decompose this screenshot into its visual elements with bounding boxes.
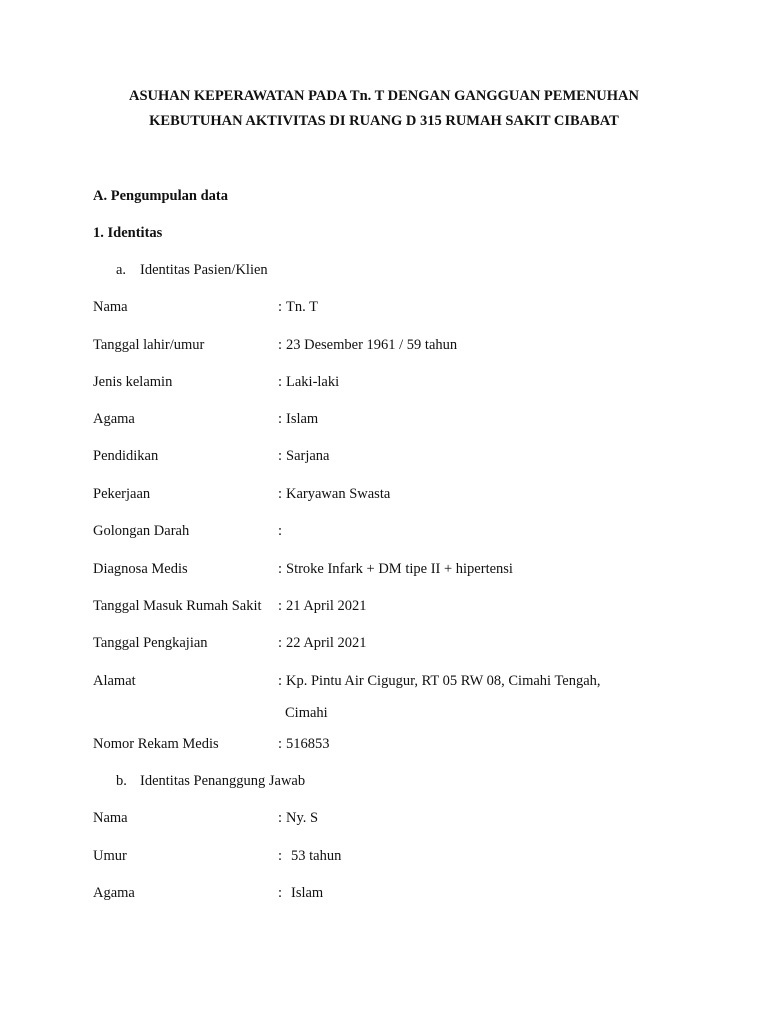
field-label: Pendidikan [93, 448, 159, 464]
section-heading-1: 1. Identitas [93, 225, 163, 241]
field-value: Karyawan Swasta [286, 486, 391, 502]
field-colon: : [278, 810, 283, 826]
field-value: Sarjana [286, 448, 330, 464]
field-value: 23 Desember 1961 / 59 tahun [286, 337, 458, 353]
list-marker: b. [116, 773, 127, 789]
field-label: Umur [93, 848, 127, 864]
field-value: 516853 [286, 736, 330, 752]
field-label: Golongan Darah [93, 523, 190, 539]
field-label: Tanggal Masuk Rumah Sakit [93, 598, 262, 614]
field-label: Nama [93, 299, 128, 315]
field-colon: : [278, 561, 283, 577]
list-marker: a. [116, 262, 127, 278]
document-title-line-1: ASUHAN KEPERAWATAN PADA Tn. T DENGAN GANGGUAN PEMENUHAN [129, 88, 639, 104]
field-label: Nomor Rekam Medis [93, 736, 219, 752]
field-label: Tanggal lahir/umur [93, 337, 205, 353]
field-colon: : [278, 598, 283, 614]
field-value: Ny. S [286, 810, 319, 826]
field-value: Laki-laki [286, 374, 340, 390]
field-colon: : [278, 486, 283, 502]
field-label: Agama [93, 885, 135, 901]
field-value: Kp. Pintu Air Cigugur, RT 05 RW 08, Cimahi Tengah, [286, 673, 601, 689]
field-value: 21 April 2021 [286, 598, 367, 614]
field-label: Tanggal Pengkajian [93, 635, 208, 651]
field-colon: : [278, 337, 283, 353]
field-colon: : [278, 673, 283, 689]
field-value: 22 April 2021 [286, 635, 367, 651]
field-value: Islam [291, 885, 324, 901]
field-colon: : [278, 523, 283, 539]
subsection-responsible-identity [116, 773, 305, 790]
field-colon: : [278, 448, 283, 464]
field-value: 53 tahun [291, 848, 342, 864]
field-colon: : [278, 885, 290, 901]
field-colon: : [278, 411, 283, 427]
field-colon: : [278, 635, 283, 651]
field-value: Islam [286, 411, 319, 427]
subsection-title: Identitas Penanggung Jawab [140, 773, 306, 789]
field-label: Agama [93, 411, 135, 427]
section-heading-a: A. Pengumpulan data [93, 188, 228, 204]
field-label: Diagnosa Medis [93, 561, 188, 577]
field-colon: : [278, 374, 283, 390]
subsection-title: Identitas Pasien/Klien [140, 262, 268, 278]
field-colon: : [278, 299, 283, 315]
field-colon: : [278, 736, 283, 752]
document-title-line-2: KEBUTUHAN AKTIVITAS DI RUANG D 315 RUMAH SAKIT CIBABAT [149, 113, 619, 129]
field-label: Jenis kelamin [93, 374, 173, 390]
subsection-patient-identity [116, 262, 268, 279]
field-colon: : [278, 848, 290, 864]
field-label: Pekerjaan [93, 486, 151, 502]
field-value: Stroke Infark + DM tipe II + hipertensi [286, 561, 513, 577]
field-value: Tn. T [286, 299, 318, 315]
field-value-continuation: Cimahi [285, 705, 328, 721]
field-label: Nama [93, 810, 128, 826]
field-label: Alamat [93, 673, 136, 689]
